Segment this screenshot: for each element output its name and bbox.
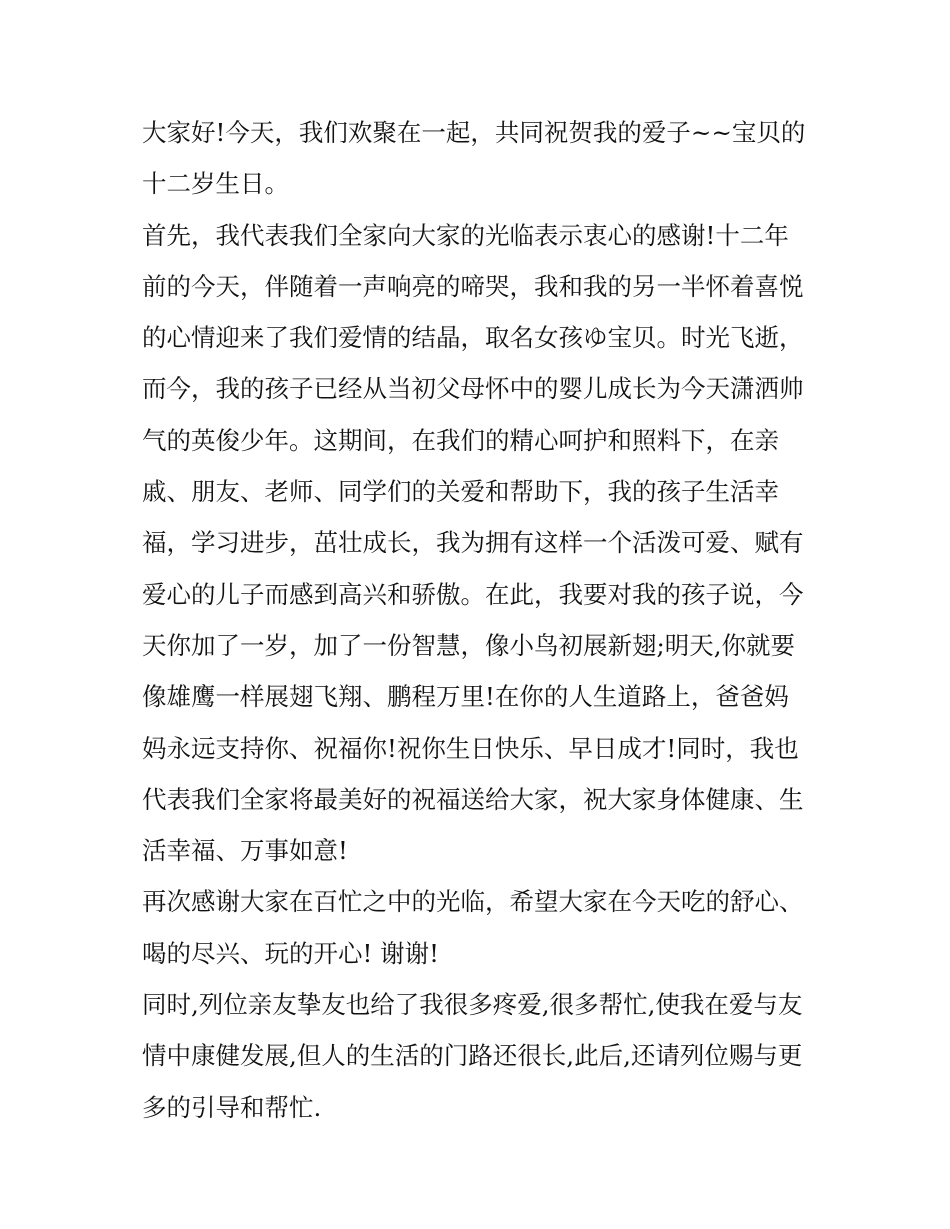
- text-line: 代表我们全家将最美好的祝福送给大家，祝大家身体健康、生: [142, 784, 804, 814]
- text-line: 妈永远支持你、祝福你!祝你生日快乐、早日成才!同时，我也: [142, 733, 799, 763]
- text-line: 大家好!今天，我们欢聚在一起，共同祝贺我的爱子~~宝贝的: [142, 118, 806, 147]
- document-body: [142, 107, 822, 1133]
- text-line: 再次感谢大家在百忙之中的光临，希望大家在今天吃的舒心、: [142, 887, 804, 917]
- text-line: 天你加了一岁，加了一份智慧，像小鸟初展新翅;明天,你就要: [142, 630, 796, 660]
- text-line: 活幸福、万事如意!: [142, 836, 348, 866]
- text-line: 前的今天，伴随着一声响亮的啼哭，我和我的另一半怀着喜悦: [142, 271, 804, 301]
- text-line: 而今，我的孩子已经从当初父母怀中的婴儿成长为今天潇洒帅: [142, 374, 804, 404]
- text-line: 喝的尽兴、玩的开心! 谢谢!: [142, 938, 439, 968]
- text-line: 多的引导和帮忙.: [142, 1092, 322, 1122]
- text-line: 情中康健发展,但人的生活的门路还很长,此后,还请列位赐与更: [142, 1041, 803, 1071]
- paragraph-greeting: [142, 107, 822, 210]
- text-line: 的心情迎来了我们爱情的结晶，取名女孩ゆ宝贝。时光飞逝，: [142, 323, 804, 353]
- text-line: 气的英俊少年。这期间，在我们的精心呵护和照料下，在亲: [142, 425, 779, 455]
- paragraph-gratitude-friends: [142, 979, 822, 1133]
- text-line: 爱心的儿子而感到高兴和骄傲。在此，我要对我的孩子说，今: [142, 579, 804, 609]
- text-line: 首先，我代表我们全家向大家的光临表示衷心的感谢!十二年: [142, 220, 789, 250]
- text-line: 同时,列位亲友挚友也给了我很多疼爱,很多帮忙,使我在爱与友: [142, 990, 803, 1020]
- paragraph-closing-thanks: [142, 876, 822, 979]
- text-line: 戚、朋友、老师、同学们的关爱和帮助下，我的孩子生活幸: [142, 477, 779, 507]
- paragraph-thanks: [142, 210, 822, 877]
- text-line: 十二岁生日。: [142, 169, 289, 199]
- text-line: 像雄鹰一样展翅飞翔、鹏程万里!在你的人生道路上，爸爸妈: [142, 682, 789, 712]
- text-line: 福，学习进步，茁壮成长，我为拥有这样一个活泼可爱、赋有: [142, 528, 804, 558]
